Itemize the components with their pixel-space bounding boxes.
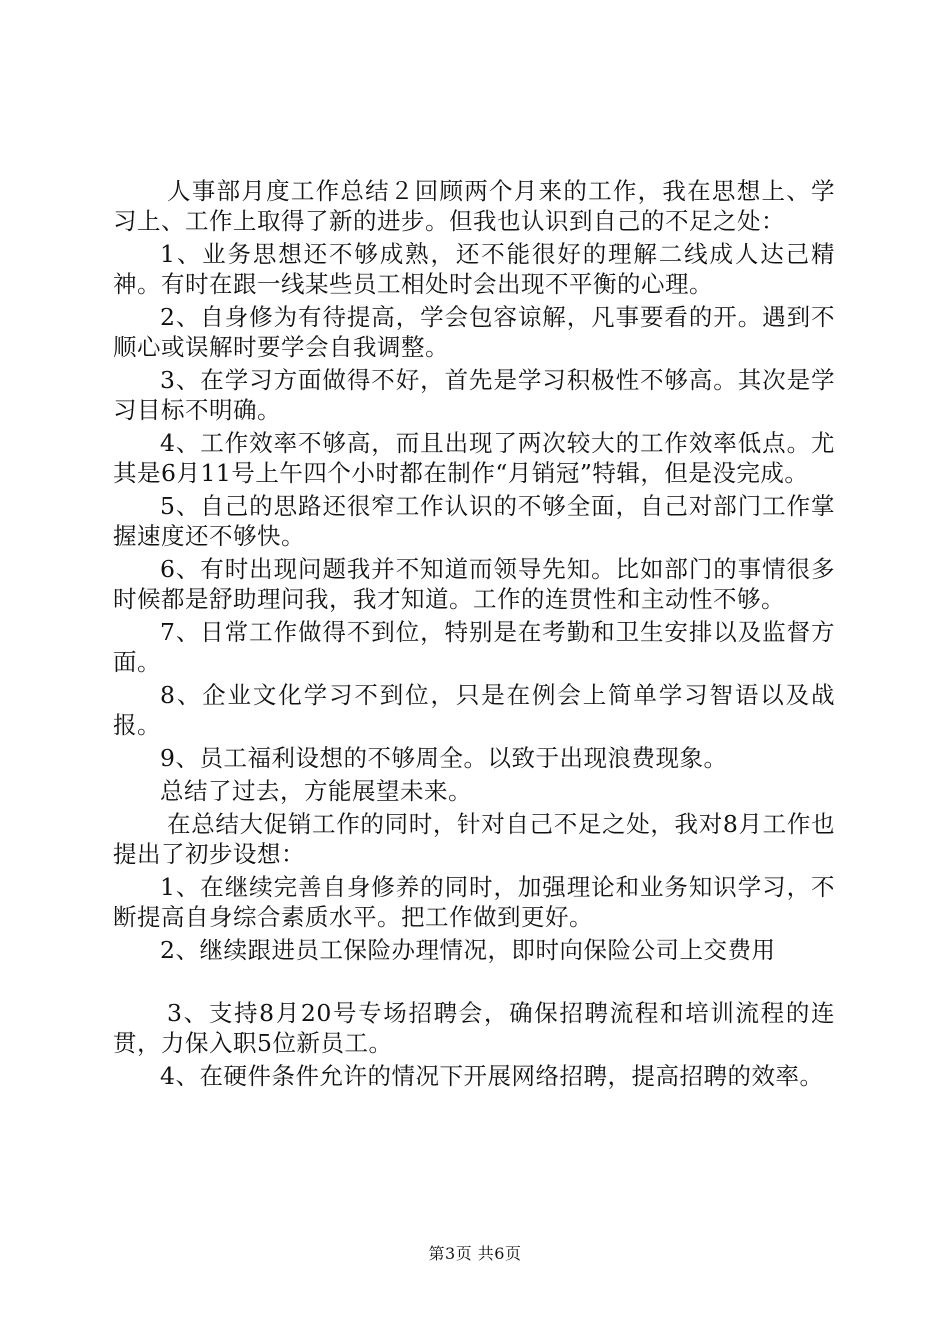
plan-item-3: 3、支持8月20号专场招聘会，确保招聘流程和培训流程的连贯，力保入职5位新员工。 xyxy=(113,999,835,1057)
shortcoming-item-9: 9、员工福利设想的不够周全。以致于出现浪费现象。 xyxy=(160,744,728,772)
plan-intro-paragraph: 在总结大促销工作的同时，针对自己不足之处，我对8月工作也提出了初步设想： xyxy=(113,810,835,868)
shortcoming-item-3: 3、在学习方面做得不好，首先是学习积极性不够高。其次是学习目标不明确。 xyxy=(113,366,835,424)
shortcoming-item-5: 5、自己的思路还很窄工作认识的不够全面，自己对部门工作掌握速度还不够快。 xyxy=(113,492,835,550)
summary-sentence: 总结了过去，方能展望未来。 xyxy=(160,777,472,805)
intro-paragraph: 人事部月度工作总结２回顾两个月来的工作，我在思想上、学习上、工作上取得了新的进步。但我也认识到自己的不足之处： xyxy=(113,177,835,235)
shortcoming-item-1: 1、业务思想还不够成熟，还不能很好的理解二线成人达己精神。有时在跟一线某些员工相处时会出现不平衡的心理。 xyxy=(113,240,835,298)
page-number-footer: 第3页 共6页 xyxy=(428,1244,522,1263)
plan-item-4: 4、在硬件条件允许的情况下开展网络招聘，提高招聘的效率。 xyxy=(160,1062,824,1090)
shortcoming-item-8: 8、企业文化学习不到位，只是在例会上简单学习智语以及战报。 xyxy=(113,681,835,739)
shortcoming-item-2: 2、自身修为有待提高，学会包容谅解，凡事要看的开。遇到不顺心或误解时要学会自我调整。 xyxy=(113,303,835,361)
document-body xyxy=(113,176,835,1094)
shortcoming-item-4: 4、工作效率不够高，而且出现了两次较大的工作效率低点。尤其是6月11号上午四个小时都在制作“月销冠”特辑，但是没完成。 xyxy=(113,429,835,487)
plan-item-2: 2、继续跟进员工保险办理情况，即时向保险公司上交费用 xyxy=(160,936,776,964)
shortcoming-item-6: 6、有时出现问题我并不知道而领导先知。比如部门的事情很多时候都是舒助理问我，我才知道。工作的连贯性和主动性不够。 xyxy=(113,555,835,613)
shortcoming-item-7: 7、日常工作做得不到位，特别是在考勤和卫生安排以及监督方面。 xyxy=(113,618,835,676)
plan-item-1: 1、在继续完善自身修养的同时，加强理论和业务知识学习，不断提高自身综合素质水平。把工作做到更好。 xyxy=(113,873,835,931)
